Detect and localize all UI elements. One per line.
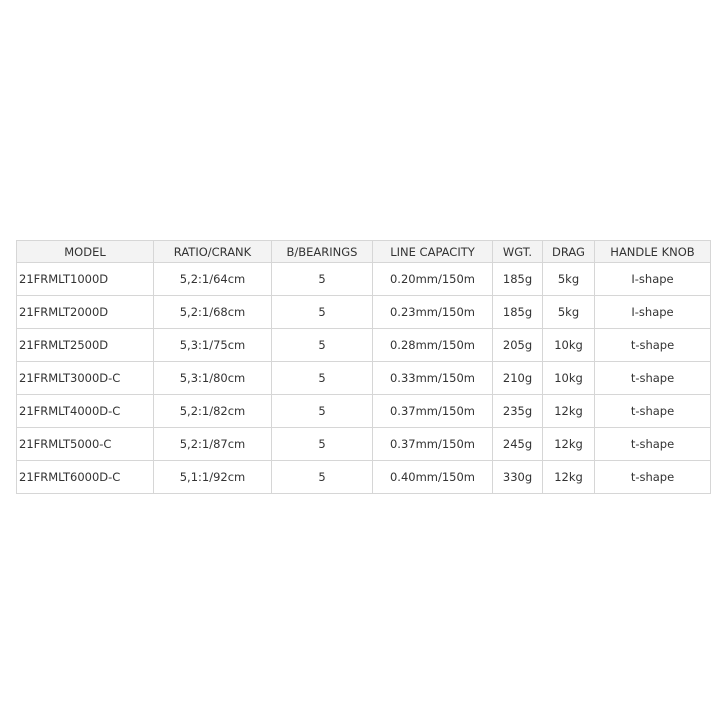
header-ratio-crank: RATIO/CRANK	[154, 241, 272, 263]
cell-ratio-crank: 5,2:1/87cm	[154, 428, 272, 461]
header-drag: DRAG	[543, 241, 595, 263]
spec-table	[16, 240, 711, 494]
cell-weight: 235g	[493, 395, 543, 428]
cell-bearings: 5	[272, 362, 373, 395]
cell-drag: 12kg	[543, 395, 595, 428]
cell-ratio-crank: 5,2:1/68cm	[154, 296, 272, 329]
cell-model: 21FRMLT5000-C	[17, 428, 154, 461]
header-model: MODEL	[17, 241, 154, 263]
cell-model: 21FRMLT1000D	[17, 263, 154, 296]
cell-line-capacity: 0.33mm/150m	[373, 362, 493, 395]
cell-weight: 185g	[493, 296, 543, 329]
cell-handle-knob: t-shape	[595, 428, 711, 461]
cell-drag: 12kg	[543, 461, 595, 494]
cell-line-capacity: 0.40mm/150m	[373, 461, 493, 494]
cell-handle-knob: I-shape	[595, 263, 711, 296]
cell-ratio-crank: 5,2:1/82cm	[154, 395, 272, 428]
cell-handle-knob: t-shape	[595, 329, 711, 362]
cell-weight: 210g	[493, 362, 543, 395]
cell-drag: 10kg	[543, 329, 595, 362]
cell-weight: 185g	[493, 263, 543, 296]
table-row	[17, 428, 711, 461]
cell-drag: 10kg	[543, 362, 595, 395]
cell-drag: 5kg	[543, 263, 595, 296]
cell-model: 21FRMLT3000D-C	[17, 362, 154, 395]
cell-bearings: 5	[272, 461, 373, 494]
cell-model: 21FRMLT2500D	[17, 329, 154, 362]
table-row	[17, 263, 711, 296]
cell-line-capacity: 0.23mm/150m	[373, 296, 493, 329]
cell-bearings: 5	[272, 296, 373, 329]
cell-drag: 12kg	[543, 428, 595, 461]
table-header-row	[17, 241, 711, 263]
header-bearings: B/BEARINGS	[272, 241, 373, 263]
header-weight: WGT.	[493, 241, 543, 263]
cell-model: 21FRMLT6000D-C	[17, 461, 154, 494]
cell-line-capacity: 0.37mm/150m	[373, 395, 493, 428]
cell-bearings: 5	[272, 395, 373, 428]
cell-weight: 205g	[493, 329, 543, 362]
header-line-capacity: LINE CAPACITY	[373, 241, 493, 263]
cell-line-capacity: 0.37mm/150m	[373, 428, 493, 461]
cell-bearings: 5	[272, 428, 373, 461]
cell-handle-knob: t-shape	[595, 362, 711, 395]
cell-line-capacity: 0.20mm/150m	[373, 263, 493, 296]
table-row	[17, 362, 711, 395]
cell-weight: 330g	[493, 461, 543, 494]
table-row	[17, 329, 711, 362]
cell-model: 21FRMLT2000D	[17, 296, 154, 329]
table-row	[17, 395, 711, 428]
cell-weight: 245g	[493, 428, 543, 461]
cell-handle-knob: t-shape	[595, 395, 711, 428]
cell-model: 21FRMLT4000D-C	[17, 395, 154, 428]
cell-handle-knob: t-shape	[595, 461, 711, 494]
table-row	[17, 461, 711, 494]
cell-line-capacity: 0.28mm/150m	[373, 329, 493, 362]
cell-ratio-crank: 5,2:1/64cm	[154, 263, 272, 296]
cell-ratio-crank: 5,3:1/80cm	[154, 362, 272, 395]
table-row	[17, 296, 711, 329]
cell-handle-knob: I-shape	[595, 296, 711, 329]
cell-bearings: 5	[272, 263, 373, 296]
cell-ratio-crank: 5,3:1/75cm	[154, 329, 272, 362]
cell-bearings: 5	[272, 329, 373, 362]
cell-ratio-crank: 5,1:1/92cm	[154, 461, 272, 494]
cell-drag: 5kg	[543, 296, 595, 329]
header-handle-knob: HANDLE KNOB	[595, 241, 711, 263]
